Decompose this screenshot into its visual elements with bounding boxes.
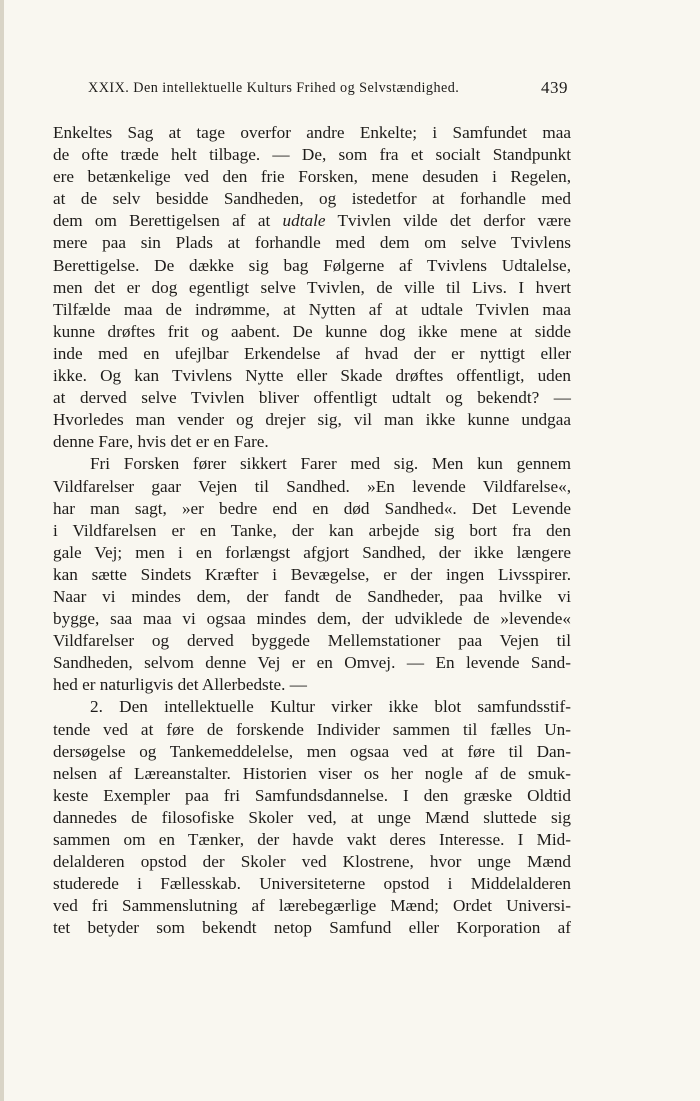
text-segment: Tvivlen vilde det derfor være <box>325 211 571 231</box>
page-number: 439 <box>541 78 568 97</box>
text-line: har man sagt, »er bedre end en død Sandhed«. Det Levende <box>53 498 571 518</box>
text-line: tet betyder som bekendt netop Samfund eller Korporation af <box>53 918 571 938</box>
text-line: Vildfarelser gaar Vejen til Sandhed. »En levende Vildfarelse«, <box>53 476 571 496</box>
body-text <box>53 122 571 939</box>
text-line: ere betænkelige ved den frie Forsken, mene desuden i Regelen, <box>53 167 571 187</box>
paragraph-last-line: hed er naturligvis det Allerbedste. — <box>53 675 307 695</box>
paragraph-first-line: Fri Forsken fører sikkert Farer med sig. Men kun gennem <box>90 454 571 474</box>
paragraph-first-line: 2. Den intellektuelle Kultur virker ikke blot samfundsstif- <box>90 697 571 717</box>
text-line: ved fri Sammenslutning af lærebegærlige Mænd; Ordet Universi- <box>53 896 571 916</box>
text-line: Berettigelse. De dække sig bag Følgerne af Tvivlens Udtalelse, <box>53 255 571 275</box>
text-line: sammen om en Tænker, der havde vakt deres Interesse. I Mid- <box>53 830 571 849</box>
text-line: i Vildfarelsen er en Tanke, der kan arbejde sig bort fra den <box>53 520 571 540</box>
text-line: nelsen af Læreanstalter. Historien viser os her nogle af de smuk- <box>53 763 571 783</box>
page-edge-shadow <box>0 0 4 1101</box>
text-line: Enkeltes Sag at tage overfor andre Enkelte; i Samfundet maa <box>53 123 571 142</box>
emphasized-word: udtale <box>282 211 326 231</box>
text-line: studerede i Fællesskab. Universiteterne opstod i Middelalderen <box>53 874 571 894</box>
text-line: kan sætte Sindets Kræfter i Bevægelse, er der ingen Livsspirer. <box>53 564 571 584</box>
text-line: ikke. Og kan Tvivlens Nytte eller Skade drøftes offentligt, uden <box>53 366 571 386</box>
text-line: de ofte træde helt tilbage. — De, som fra et socialt Standpunkt <box>53 145 571 165</box>
running-header <box>88 78 574 102</box>
text-line: Sandheden, selvom denne Vej er en Omvej. — En levende Sand- <box>53 653 571 673</box>
text-line: Naar vi mindes dem, der fandt de Sandheder, paa hvilke vi <box>53 586 571 606</box>
text-line: mere paa sin Plads at forhandle med dem om selve Tvivlens <box>53 233 571 253</box>
text-line: keste Exempler paa fri Samfundsdannelse. I den græske Oldtid <box>53 785 571 805</box>
text-line: at de selv besidde Sandheden, og istedetfor at forhandle med <box>53 189 571 209</box>
text-line: dannedes de filosofiske Skoler ved, at unge Mænd sluttede sig <box>53 807 571 827</box>
text-line: inde med en ufejlbar Erkendelse af hvad der er nyttigt eller <box>53 343 571 363</box>
text-line <box>53 210 571 232</box>
text-line: dersøgelse og Tankemeddelelse, men ogsaa ved at føre til Dan- <box>53 741 571 761</box>
running-title: XXIX. Den intellektuelle Kulturs Frihed og Selvstændighed. <box>88 80 460 96</box>
text-line: Tilfælde maa de indrømme, at Nytten af at udtale Tvivlen maa <box>53 299 571 319</box>
text-line: kunne drøftes frit og aabent. De kunne dog ikke mene at sidde <box>53 321 571 341</box>
paragraph-last-line: denne Fare, hvis det er en Fare. <box>53 432 269 452</box>
text-line: Vildfarelser og derved byggede Mellemstationer paa Vejen til <box>53 631 571 651</box>
text-line: Hvorledes man vender og drejer sig, vil man ikke kunne undgaa <box>53 410 571 430</box>
text-line: bygge, saa maa vi ogsaa mindes dem, der udviklede de »levende« <box>53 609 571 629</box>
text-segment: dem om Berettigelsen af at <box>53 211 283 231</box>
text-line: at derved selve Tvivlen bliver offentligt udtalt og bekendt? — <box>53 388 571 408</box>
text-line: tende ved at føre de forskende Individer sammen til fælles Un- <box>53 719 571 739</box>
text-line: men det er dog egentligt selve Tvivlen, de ville til Livs. I hvert <box>53 277 571 297</box>
text-line: gale Vej; men i en forlængst afgjort Sandhed, der ikke længere <box>53 542 571 562</box>
text-line: delalderen opstod der Skoler ved Klostrene, hvor unge Mænd <box>53 852 571 872</box>
